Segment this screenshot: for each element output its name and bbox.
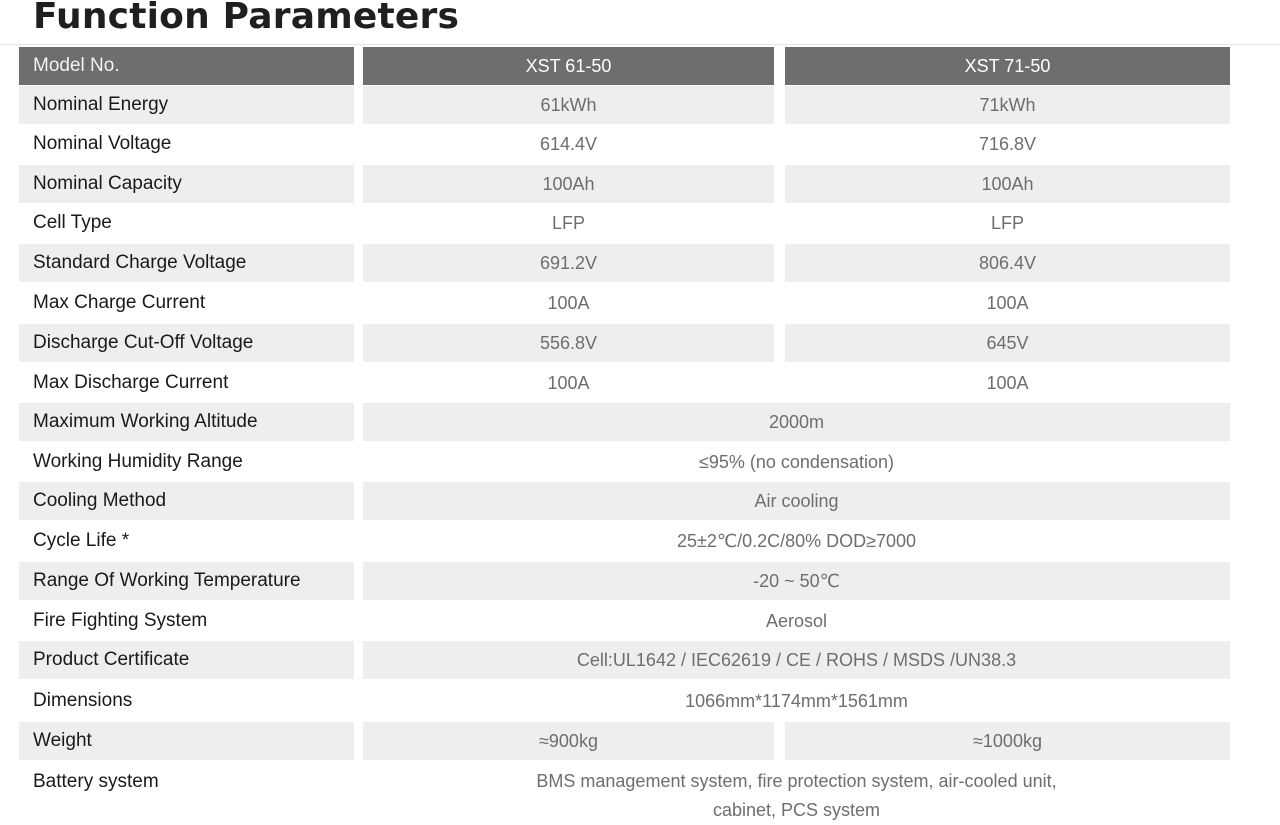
row-label: Dimensions	[33, 690, 133, 711]
row-label: Nominal Energy	[19, 86, 354, 124]
row-label: Cooling Method	[19, 482, 354, 520]
title-divider	[0, 44, 1280, 45]
row-value-shared: ≤95% (no condensation)	[698, 451, 894, 472]
row-value-model-1: 100Ah	[363, 165, 774, 203]
row-label: Maximum Working Altitude	[19, 403, 354, 441]
row-label: Battery system	[33, 771, 159, 792]
header-model-2: XST 71-50	[785, 47, 1230, 85]
row-value-model-1: LFP	[551, 212, 585, 233]
row-value-model-2: LFP	[990, 212, 1024, 233]
row-value-model-1: 61kWh	[363, 86, 774, 124]
row-value-shared: Air cooling	[363, 482, 1230, 520]
battery-system-line-1: BMS management system, fire protection system, air-cooled unit,	[536, 771, 1057, 791]
row-value-model-2: 716.8V	[978, 133, 1037, 154]
row-label: Weight	[19, 722, 354, 760]
row-value-model-2: 645V	[785, 324, 1230, 362]
row-label: Max Charge Current	[33, 292, 206, 313]
row-label: Working Humidity Range	[33, 451, 243, 472]
row-label: Standard Charge Voltage	[19, 244, 354, 282]
row-value-model-2: 806.4V	[785, 244, 1230, 282]
row-value-model-1: 100A	[547, 372, 590, 393]
row-value-model-1: ≈900kg	[363, 722, 774, 760]
row-label: Range Of Working Temperature	[19, 562, 354, 600]
row-value-shared: 2000m	[363, 403, 1230, 441]
row-label: Cycle Life *	[33, 530, 130, 551]
row-value-model-2: 100A	[986, 372, 1029, 393]
row-label: Nominal Capacity	[19, 165, 354, 203]
row-value-shared: Aerosol	[765, 610, 828, 631]
header-model-1: XST 61-50	[363, 47, 774, 85]
row-value-shared: Cell:UL1642 / IEC62619 / CE / ROHS / MSDS /UN38.3	[363, 641, 1230, 679]
row-label: Cell Type	[33, 212, 112, 233]
row-value-model-2: 100Ah	[785, 165, 1230, 203]
battery-system-line-2: cabinet, PCS system	[712, 800, 881, 820]
row-value-shared: -20 ~ 50℃	[363, 562, 1230, 600]
row-value-shared	[363, 767, 1230, 825]
row-value-model-2: 100A	[986, 292, 1029, 313]
page-title: Function Parameters	[33, 0, 460, 37]
row-value-model-1: 691.2V	[363, 244, 774, 282]
header-label: Model No.	[19, 47, 354, 85]
row-label: Nominal Voltage	[33, 133, 172, 154]
row-label: Product Certificate	[19, 641, 354, 679]
row-value-shared: 1066mm*1174mm*1561mm	[685, 690, 908, 711]
row-value-model-2: ≈1000kg	[785, 722, 1230, 760]
row-label: Max Discharge Current	[33, 372, 229, 393]
row-value-model-1: 100A	[547, 292, 590, 313]
row-value-model-2: 71kWh	[785, 86, 1230, 124]
row-value-model-1: 614.4V	[539, 133, 598, 154]
row-value-shared: 25±2℃/0.2C/80% DOD≥7000	[676, 530, 917, 551]
row-value-model-1: 556.8V	[363, 324, 774, 362]
row-label: Discharge Cut-Off Voltage	[19, 324, 354, 362]
row-label: Fire Fighting System	[33, 610, 208, 631]
